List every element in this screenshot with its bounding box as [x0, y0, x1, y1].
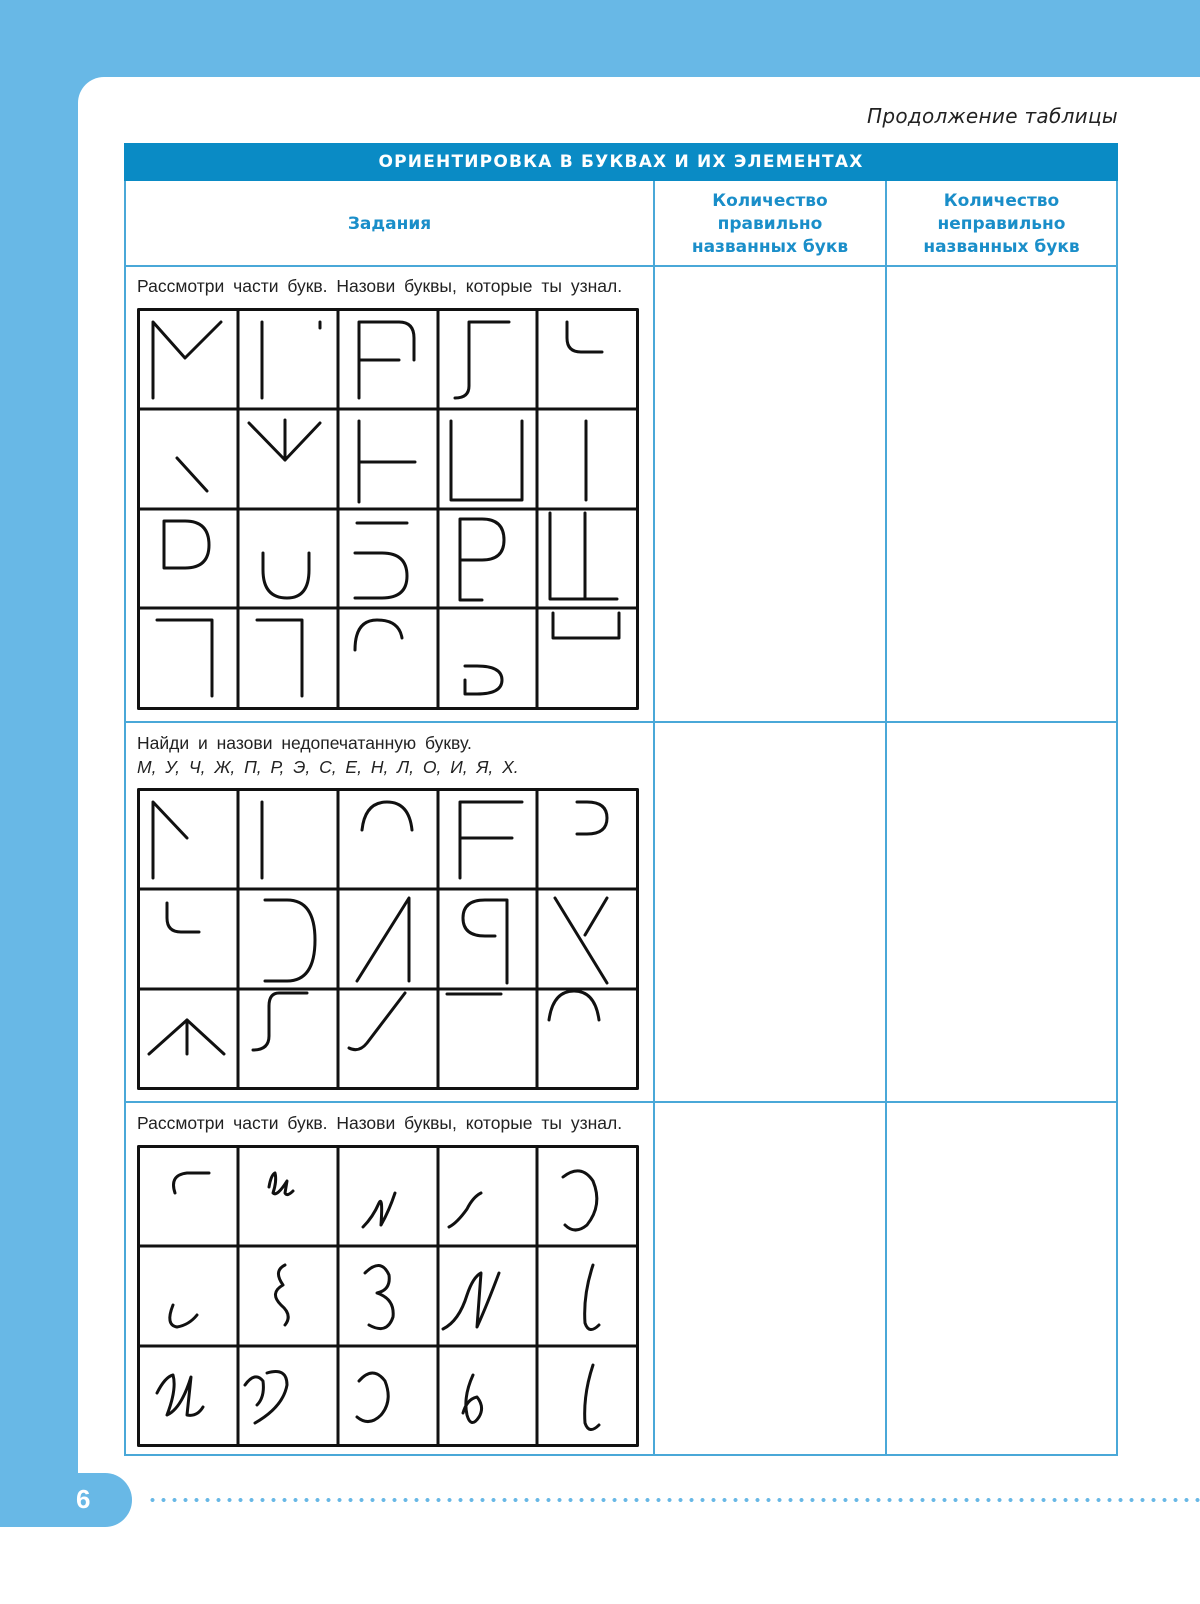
letter-fragments-grid-1	[137, 308, 639, 710]
header-tasks: Задания	[347, 213, 432, 234]
table-title: ОРИЕНТИРОВКА В БУКВАХ И ИХ ЭЛЕМЕНТАХ	[124, 143, 1118, 181]
column-divider	[885, 181, 887, 1456]
row-divider	[124, 721, 1118, 723]
page-number-tab	[0, 1473, 132, 1527]
row-divider	[124, 265, 1118, 267]
task-letters-list: М, У, Ч, Ж, П, Р, Э, С, Е, Н, Л, О, И, Я, Х.	[137, 757, 519, 777]
column-divider	[653, 181, 655, 1456]
task-instruction-2: Найди и назови недопечатанную букву.	[137, 733, 472, 753]
page-number: 6	[76, 1484, 91, 1514]
bottom-margin	[0, 1525, 1200, 1604]
cursive-fragments-grid	[137, 1145, 639, 1447]
header-correct-count: Количество правильно названных букв	[691, 190, 849, 257]
letter-fragments-grid-2	[137, 788, 639, 1090]
continuation-label: Продолжение таблицы	[866, 104, 1118, 128]
row-divider	[124, 1101, 1118, 1103]
task-instruction-1: Рассмотри части букв. Назови буквы, которые ты узнал.	[137, 276, 623, 296]
header-incorrect-count: Количество неправильно названных букв	[923, 190, 1080, 257]
task-instruction-3: Рассмотри части букв. Назови буквы, которые ты узнал.	[137, 1113, 623, 1133]
dotted-rule	[147, 1498, 1200, 1502]
